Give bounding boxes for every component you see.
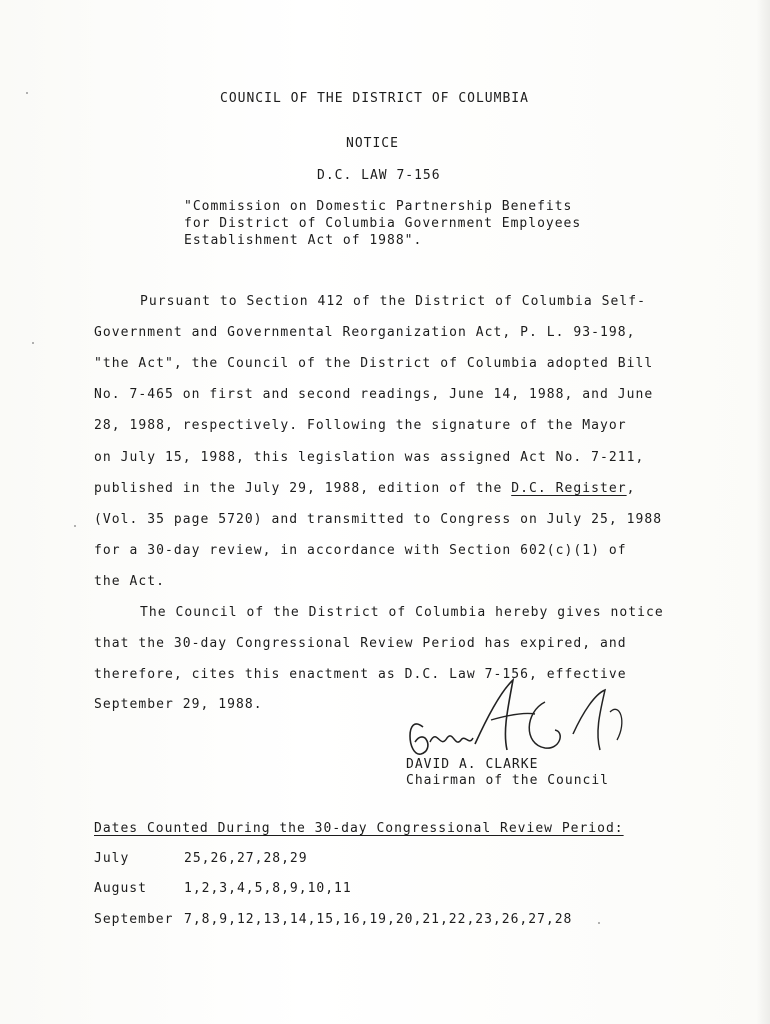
para2-line-3: therefore, cites this enactment as D.C. Law 7-156, effective <box>94 667 627 682</box>
para2-line-1: The Council of the District of Columbia hereby gives notice <box>140 605 664 620</box>
para1-line-7 <box>94 481 636 496</box>
month-label: September <box>94 912 174 927</box>
days-list: 25,26,27,28,29 <box>184 851 308 866</box>
para1-line-6: on July 15, 1988, this legislation was assigned Act No. 7-211, <box>94 450 645 465</box>
act-title-line-2: for District of Columbia Government Employees <box>184 216 582 231</box>
scan-speck <box>26 92 28 94</box>
act-title-line-1: "Commission on Domestic Partnership Benefits <box>184 199 573 214</box>
para1-line-7-comma: , <box>626 481 636 496</box>
notice-heading: NOTICE <box>346 136 399 151</box>
para1-line-9: for a 30-day review, in accordance with Section 602(c)(1) of <box>94 543 627 558</box>
para2-line-4: September 29, 1988. <box>94 697 263 712</box>
scan-speck <box>32 342 34 344</box>
scan-speck <box>74 525 76 527</box>
para1-line-4: No. 7-465 on first and second readings, June 14, 1988, and June <box>94 387 654 402</box>
para1-line-8: (Vol. 35 page 5720) and transmitted to Congress on July 25, 1988 <box>94 512 663 527</box>
scan-edge-shadow <box>756 0 770 1024</box>
para1-line-1: Pursuant to Section 412 of the District of Columbia Self- <box>140 294 646 309</box>
days-list: 1,2,3,4,5,8,9,10,11 <box>184 881 352 896</box>
para1-line-10: the Act. <box>94 574 166 589</box>
month-label: July <box>94 851 130 866</box>
dates-heading: Dates Counted During the 30-day Congressional Review Period: <box>94 821 624 836</box>
council-heading: COUNCIL OF THE DISTRICT OF COLUMBIA <box>220 91 529 106</box>
para1-line-3: "the Act", the Council of the District of Columbia adopted Bill <box>94 356 654 371</box>
law-number: D.C. LAW 7-156 <box>317 168 441 183</box>
para1-line-5: 28, 1988, respectively. Following the signature of the Mayor <box>94 418 627 433</box>
para1-line-2: Government and Governmental Reorganization Act, P. L. 93-198, <box>94 325 636 340</box>
act-title-line-3: Establishment Act of 1988". <box>184 233 423 248</box>
month-label: August <box>94 881 147 896</box>
signatory-name: DAVID A. CLARKE <box>406 757 539 772</box>
days-list: 7,8,9,12,13,14,15,16,19,20,21,22,23,26,27,28 <box>184 912 573 927</box>
signatory-role: Chairman of the Council <box>406 773 610 788</box>
para2-line-2: that the 30-day Congressional Review Period has expired, and <box>94 636 627 651</box>
para1-line-7-text: published in the July 29, 1988, edition of the <box>94 481 512 496</box>
dc-register-reference: D.C. Register <box>511 481 627 496</box>
scan-speck <box>598 922 600 924</box>
